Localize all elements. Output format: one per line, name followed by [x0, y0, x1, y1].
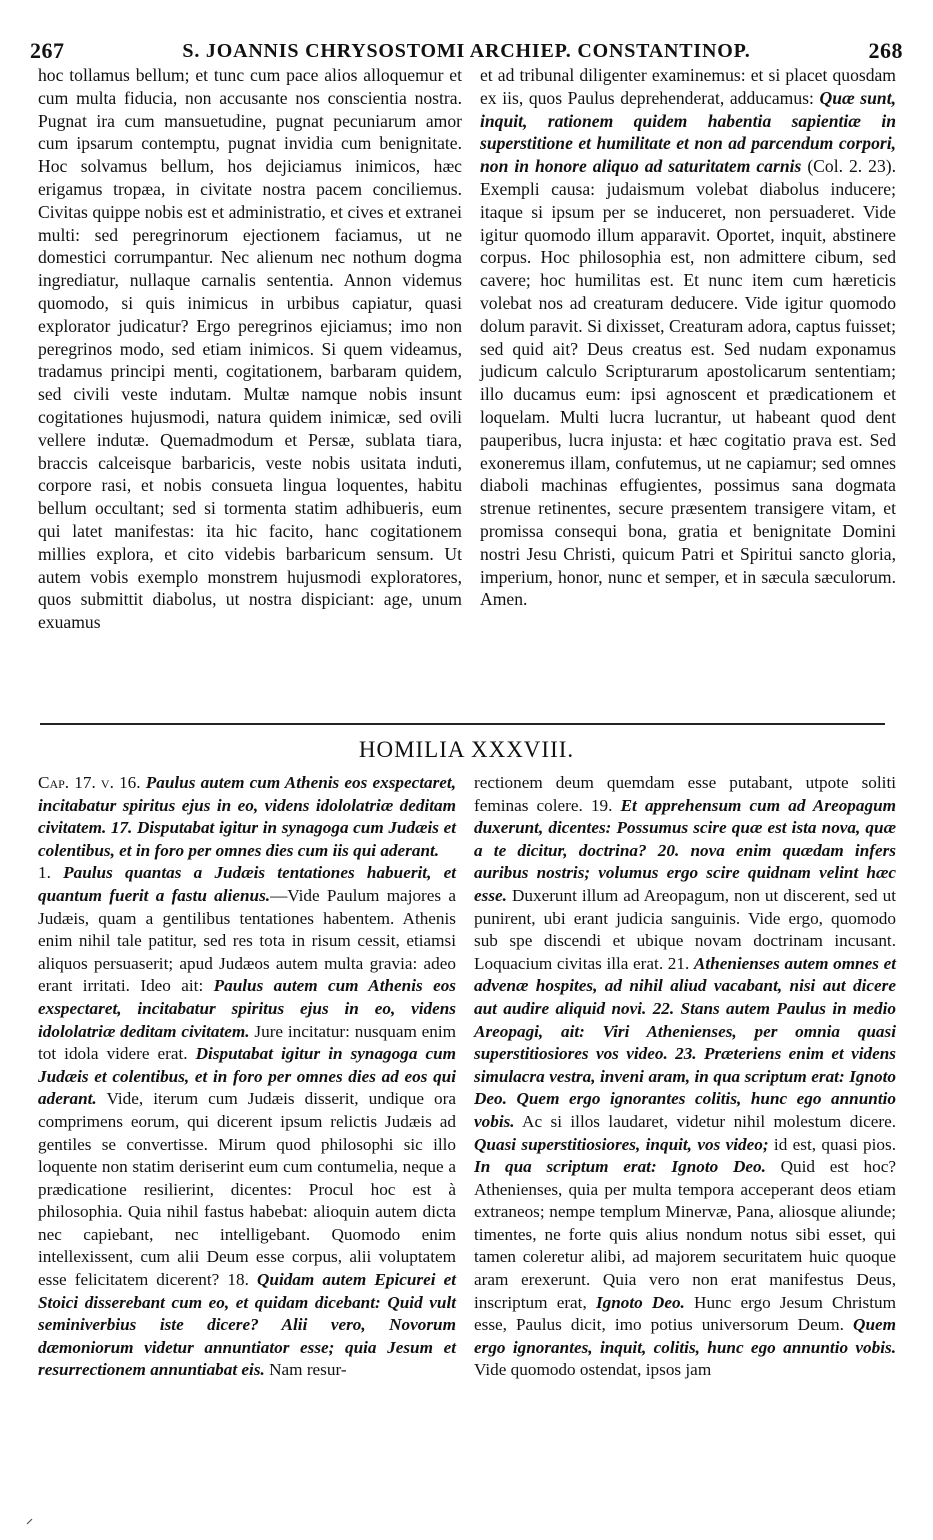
- section-number: 1.: [38, 863, 64, 883]
- scripture-quote: In qua scriptum erat: Ignoto Deo.: [474, 1157, 766, 1177]
- chapter-summary: [38, 772, 456, 862]
- scripture-reference: (Col. 2. 23).: [801, 156, 896, 177]
- section-divider: [40, 723, 885, 725]
- upper-left-paragraph: hoc tollamus bellum; et tunc cum pace alios alloquemur et cum multa fiducia, non accusante nos conscientia nostra. Pugnat ira cum mansuetudine, pugnat pecuniarum amor cum ipsarum contemptu, pugnat invidia cum benignitate. Hoc solvamus bellum, hos dejiciamus inimicos, hæc erigamus tropæa, in civitate nostra pacem conciliemus. Civitas quippe nobis est et administratio, et cives et extranei multi: sed peregrinorum ejectionem faciamus, ut ne domestici corrumpantur. Nec alienum nec nothum dogma ingrediatur, nullaque carnalis sententia. Annon videmus quomodo, si quis inimicus in urbibus capiatur, quasi explorator judicatur? Ergo peregrinos ejiciamus; imo non peregrinos modo, sed etiam inimicos. Si quem videamus, tradamus principi menti, cogitationem, barbaram quidem, sed civili veste indutam. Multæ namque nobis insunt cogitationes hujusmodi, natura quidem inimicæ, sed ovili vellere indutæ. Quemadmodum et Persæ, sublata tiara, braccis calceisque barbaricis, veste nobis usitata induti, corpore rasi, et nobis consueta lingua loquentes, habitu bellum occultant; sed si tormenta statim adhibueris, eum qui latet manifestas: ita hic facito, hanc cogitationem millies explora, et cito videbis barbaricum sensum. Ut autem vobis exemplo monstrem hujusmodi exploratores, quos submittit diabolus, ut nostra dispiciant: age, unum exuamus: [38, 65, 462, 633]
- scripture-quote: Disputabat igitur in synagoga cum Judæis et colentibus, et in foro per omnes dies ad eos qui aderant.: [38, 1044, 456, 1109]
- text-run: Exempli causa: judaismum volebat diabolus inducere; itaque si ipsum per se induceret, non persuaderet. Vide igitur quomodo illum apparavit. Oportet, inquit, abstinere corpus. Hoc philosophia est, non admittere cibum, sed cavere; hoc humilitas est. Et nunc item cum hæreticis volebat nos ad creaturam deducere. Vide igitur quomodo dolum paravit. Si dixisset, Creaturam adora, captus fuisset; sed quid ait? Deus creatus est. Sed nudam exponamus judicum calculo Scripturarum apostolicarum sententiam; illo ducamus eum: ipsi agnoscent et prædicationem et loquelam. Multi lucra lucrantur, ut habeant quod dent pauperibus, lucra injusta: et hæc cogitatio prava est. Sed exoneremus illam, confutemus, ut ne capiamur; sed omnes diaboli machinas effugientes, possimus sana dogmata strenue retinentes, secure præsentem transigere vitam, et promissa consequi bona, gratia et benignitate Domini nostri Jesu Christi, quicum Patri et Spiritui sancto gloria, imperium, honor, nunc et semper, et in sæcula sæculorum. Amen.: [480, 178, 896, 610]
- text-run: Vide, iterum cum Judæis disserit, undique ora comprimens eorum, qui dicerent ipsum relictis Judæis ad gentiles se convertisse. Mirum quod philosophi sic illo loquente non statim deriserint eum cum contumelia, neque a prædicatione resilierint, dicentes: Procul hoc est à philosophia. Quia nihil fastus habebat: alioquin autem dicta nec capiebant, nec intelligebant. Quomodo enim intellexissent, cum alii Deum esse corpus, alii voluptatem esse felicitatem dicerent? 18.: [38, 1089, 456, 1290]
- page-number-right: 268: [868, 38, 903, 63]
- print-speck-mark: [26, 1516, 36, 1526]
- continued-paragraph: [474, 772, 896, 1382]
- upper-right-column: [480, 64, 896, 611]
- text-run: Jure incitatur: nusquam enim tot idola videre erat.: [38, 1021, 457, 1064]
- homily-title: HOMILIA XXXVIII.: [358, 737, 575, 762]
- scripture-quote: Quem ergo ignorantes, inquit, colitis, hunc ego annuntio vobis.: [474, 1315, 896, 1357]
- lower-left-column: [38, 772, 456, 1382]
- text-run: Hunc ergo Jesum Christum esse, Paulus dicit, imo potius universorum Deum.: [474, 1292, 896, 1335]
- section-paragraph: [38, 862, 456, 1382]
- scripture-quote: Quasi superstitiosiores, inquit, vos video;: [474, 1134, 769, 1154]
- upper-right-paragraph: [480, 64, 896, 611]
- running-title: S. JOANNIS CHRYSOSTOMI ARCHIEP. CONSTANTINOP.: [182, 40, 751, 62]
- scripture-quote: Ignoto Deo.: [595, 1292, 685, 1312]
- text-run: —Vide Paulum majores a Judæis, quam a gentilibus tentationes habentem. Athenis enim nihil tale patitur, sed res tota in risum cessit, etiamsi aliquos persuaserit; apud Judæos autem multa gravia: adeo erant irritati. Ideo ait:: [38, 885, 456, 996]
- scripture-quote: Et apprehensum cum ad Areopagum duxerunt, dicentes: Possumus scire quæ est ista nova, quæ a te dicitur, doctrina? 20. nova enim quædam infers auribus nostris; volumus ergo scire quidnam velint hæc esse.: [474, 795, 897, 905]
- section-heading: Paulus quantas a Judæis tentationes habuerit, et quantum fuerit a fastu alienus.: [38, 863, 456, 905]
- text-run: rectionem deum quemdam esse putabant, utpote soliti feminas colere. 19.: [474, 773, 896, 815]
- chapter-label: Cap. 17. v. 16.: [38, 773, 141, 792]
- scripture-quote: Athenienses autem omnes et advenæ hospites, ad nihil aliud vacabant, nisi aut dicere aut audire aliquid novi. 22. Stans autem Paulus in medio Areopagi, ait: Viri Athenienses, per omnia quasi superstitiosiores vos video. 23. Præteriens enim et videns simulacra vestra, inveni aram, in qua scriptum erat: Ignoto Deo. Quem ergo ignorantes colitis, hunc ego annuntio vobis.: [474, 953, 896, 1131]
- lower-right-column: [474, 772, 896, 1382]
- text-run: Vide quomodo ostendat, ipsos jam: [474, 1360, 712, 1380]
- upper-left-column: [38, 64, 462, 634]
- text-run: Nam resur-: [264, 1360, 347, 1380]
- text-run: Quid est hoc? Athenienses, quia per multa tempora acceperant deos etiam extraneos; nempe templum Minervæ, Pana, aliosque aliunde; timentes, ne forte quis alius nondum notus sibi esset, qui tamen coleretur alibi, ad majorem securitatem huic quoque aram erexerunt. Quia vero non erat manifestus Deus, inscriptum erat,: [474, 1157, 897, 1312]
- text-run: id est, quasi pios.: [768, 1134, 896, 1154]
- scripture-quote: Paulus autem cum Athenis eos exspectaret, incitabatur spiritus ejus in eo, videns idololatriæ deditam civitatem.: [38, 976, 456, 1041]
- scripture-quote: Quæ sunt, inquit, rationem quidem habentia sapientiæ in superstitione et humilitate et non ad parcendum corpori, non in honore aliquo ad saturitatem carnis: [480, 87, 896, 177]
- scripture-quote: Quidam autem Epicurei et Stoici disserebant cum eo, et quidam dicebant: Quid vult seminiverbius iste dicere? Alii vero, Novorum dæmoniorum videtur annuntiator esse; quia Jesum et resurrectionem annuntiabat eis.: [38, 1270, 456, 1380]
- text-run: Ac si illos laudaret, videtur nihil molestum dicere.: [514, 1111, 896, 1131]
- scripture-quote: Paulus autem cum Athenis eos exspectaret, incitabatur spiritus ejus in eo, videns idololatriæ deditam civitatem. 17. Disputabat igitur in synagoga cum Judæis et colentibus, et in foro per omnes dies cum iis qui aderant.: [38, 773, 456, 860]
- page-header: [0, 0, 933, 62]
- text-run: Duxerunt illum ad Areopagum, non ut discerent, sed ut punirent, ubi erant judicia sanguinis. Vide ergo, quomodo sub spe discendi et ubique novam doctrinam incusant. Loquacium civitas illa erat. 21.: [474, 885, 896, 973]
- text-run: et ad tribunal diligenter examinemus: et si placet quosdam ex iis, quos Paulus deprehenderat, adducamus:: [480, 65, 896, 108]
- page-number-left: 267: [30, 38, 65, 63]
